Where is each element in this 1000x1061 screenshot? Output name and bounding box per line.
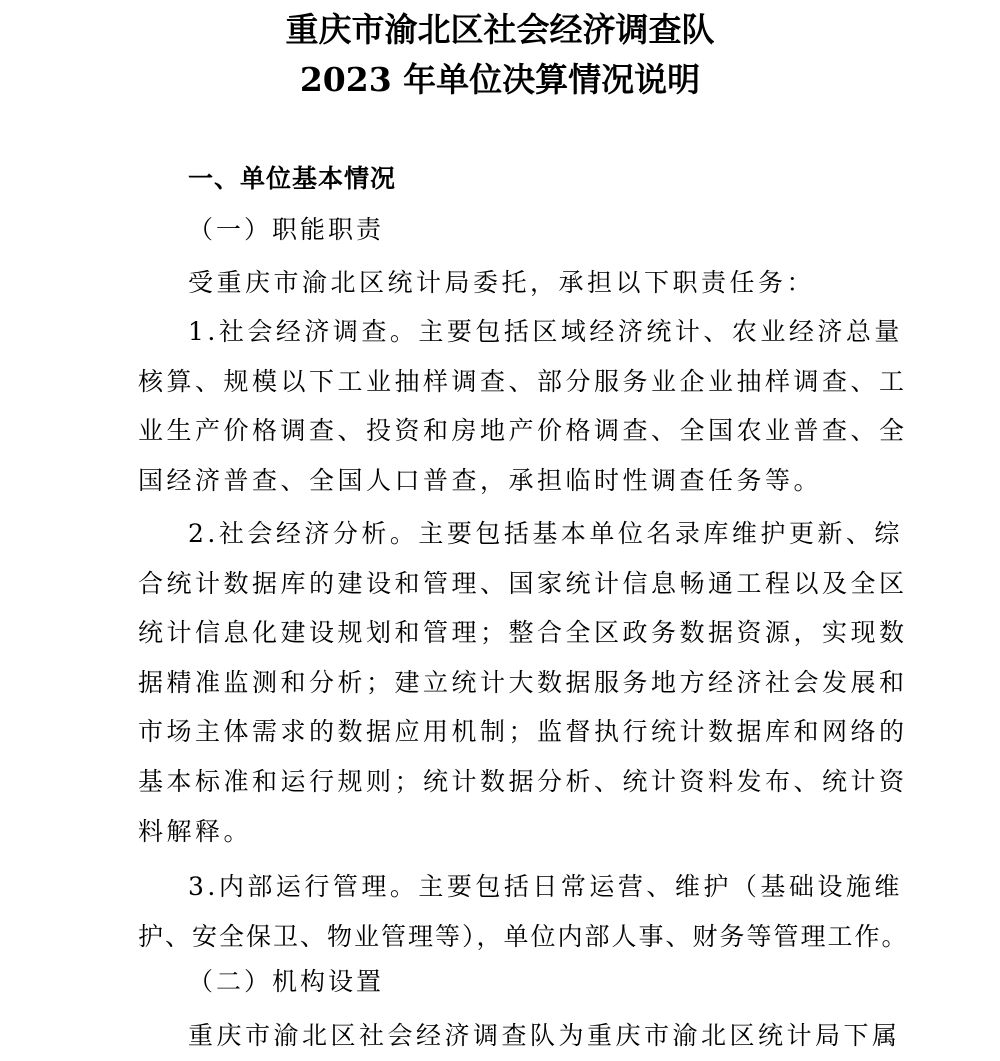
subsection-heading-organization: （二）机构设置 <box>188 967 385 996</box>
paragraph-line: 护、安全保卫、物业管理等），单位内部人事、财务等管理工作。 <box>138 921 909 951</box>
paragraph-item-2 <box>138 509 908 856</box>
paragraph-line: 国经济普查、全国人口普查，承担临时性调查任务等。 <box>138 465 823 495</box>
paragraph-item-1 <box>138 307 908 505</box>
paragraph-item-3 <box>138 862 909 961</box>
paragraph-line: 重庆市渝北区社会经济调查队为重庆市渝北区统计局下属 <box>188 1021 901 1050</box>
paragraph-line: 统计信息化建设规划和管理；整合全区政务数据资源，实现数 <box>138 618 908 648</box>
paragraph-line: 市场主体需求的数据应用机制；监督执行统计数据库和网络的 <box>138 717 908 747</box>
subsection-heading-functions: （一）职能职责 <box>188 215 385 244</box>
paragraph-line: 业生产价格调查、投资和房地产价格调查、全国农业普查、全 <box>138 416 908 446</box>
paragraph-intro <box>138 258 878 308</box>
paragraph-line: 基本标准和运行规则；统计数据分析、统计资料发布、统计资 <box>138 766 908 796</box>
document-title-line-2: 2023 年单位决算情况说明 <box>299 60 701 99</box>
paragraph-line: 2.社会经济分析。主要包括基本单位名录库维护更新、综 <box>188 519 903 548</box>
paragraph-line: 3.内部运行管理。主要包括日常运营、维护（基础设施维 <box>188 872 903 901</box>
paragraph-line: 合统计数据库的建设和管理、国家统计信息畅通工程以及全区 <box>138 568 908 598</box>
paragraph-line: 核算、规模以下工业抽样调查、部分服务业企业抽样调查、工 <box>138 366 908 396</box>
paragraph-organization <box>138 1011 901 1061</box>
paragraph-line: 受重庆市渝北区统计局委托，承担以下职责任务： <box>188 268 816 297</box>
paragraph-line: 料解释。 <box>138 816 253 846</box>
paragraph-line: 1.社会经济调查。主要包括区域经济统计、农业经济总量 <box>188 317 903 346</box>
section-heading-basic-info: 一、单位基本情况 <box>188 164 397 193</box>
document-title-line-1: 重庆市渝北区社会经济调查队 <box>285 10 715 49</box>
paragraph-line: 据精准监测和分析；建立统计大数据服务地方经济社会发展和 <box>138 667 908 697</box>
